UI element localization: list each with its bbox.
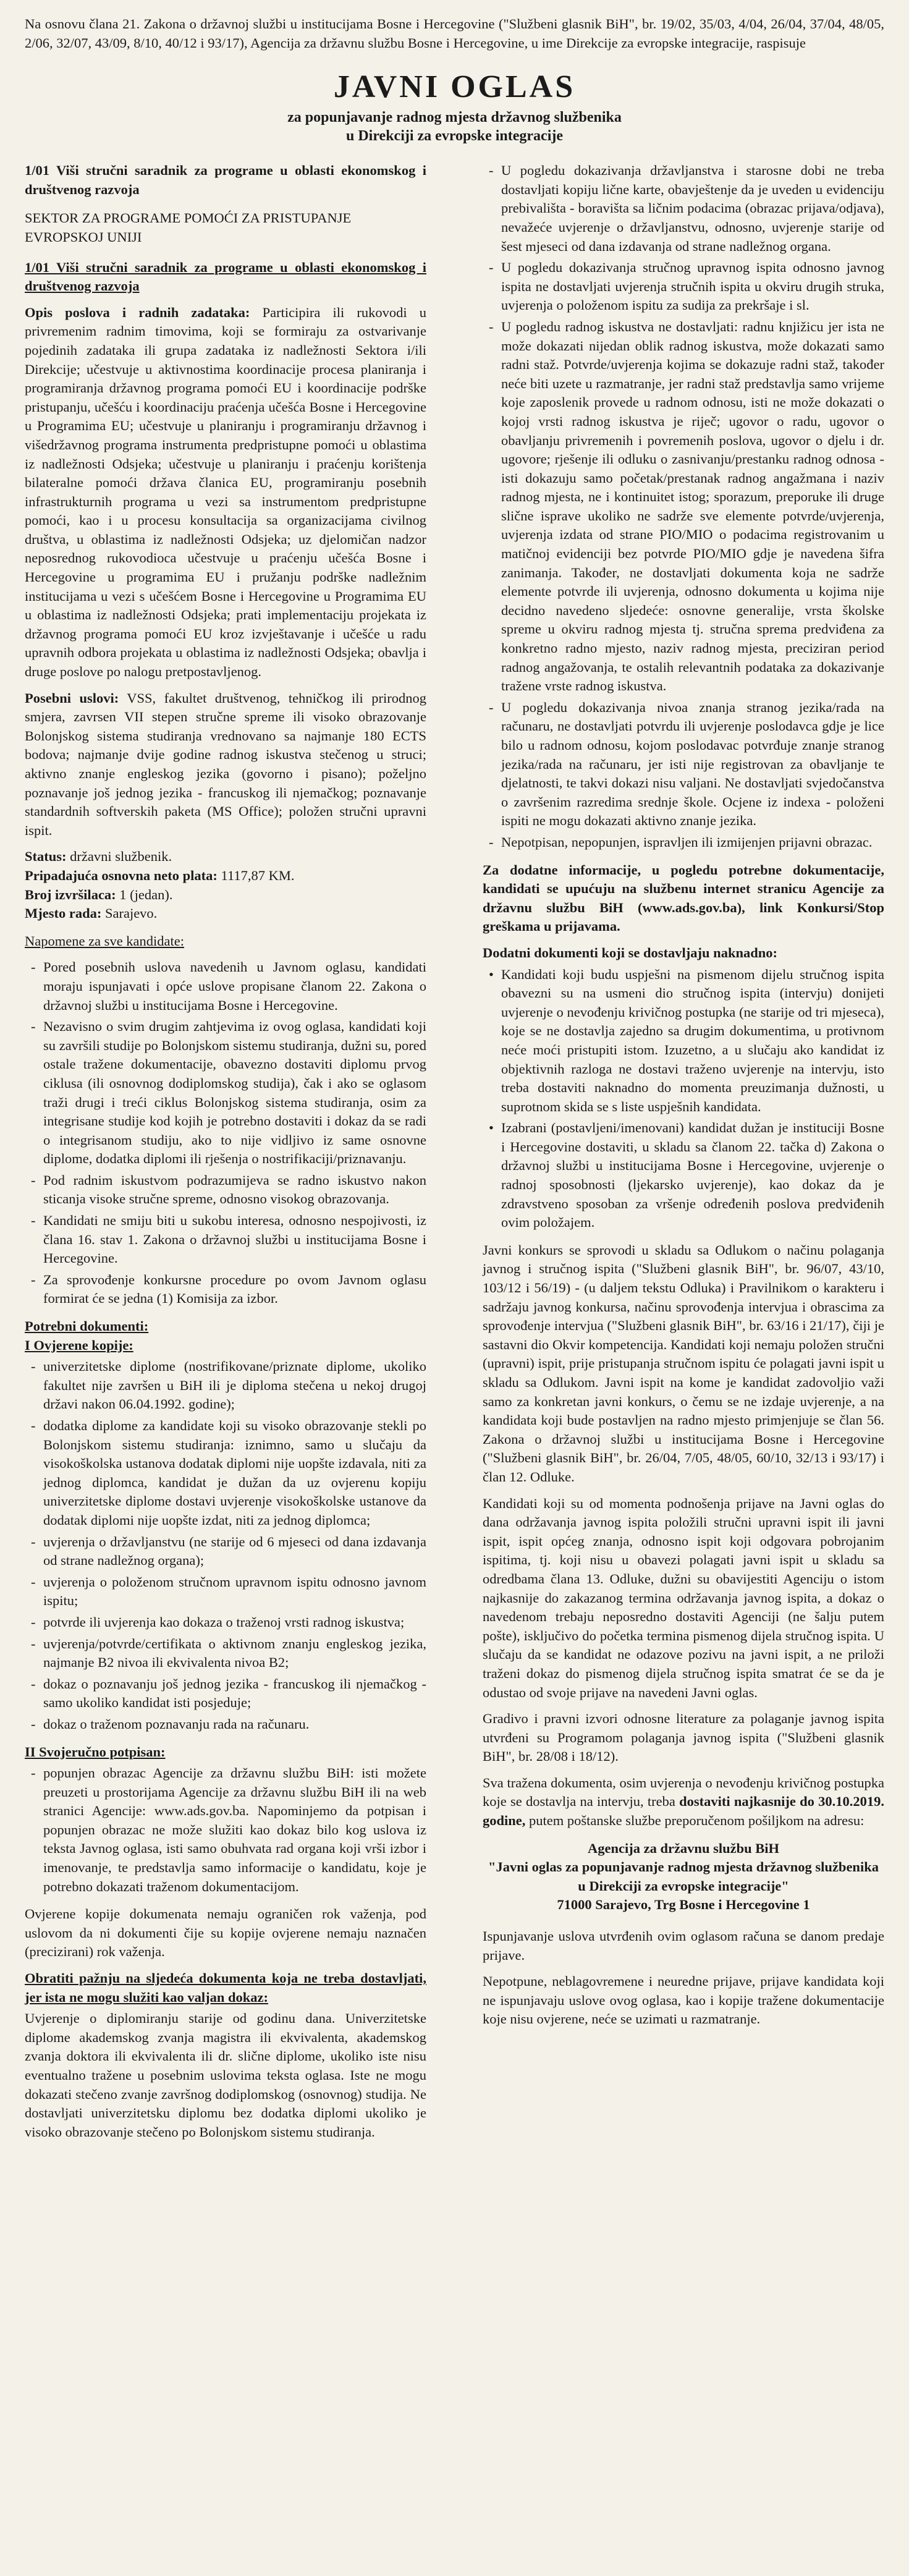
position-heading-repeat: 1/01 Viši stručni saradnik za programe u oblasti ekonomskog i društvenog razvoja bbox=[25, 259, 426, 294]
list-item: - dokaz o traženom poznavanju rada na računaru. bbox=[43, 1715, 426, 1734]
verified-copies-note: Ovjerene kopije dokumenata nemaju ograničen rok važenja, pod uslovom da ni dokumenti čije su kopije ovjerene nemaju naznačen (precizirani) rok važenja. bbox=[25, 1906, 426, 1960]
literature-paragraph: Gradivo i pravni izvori odnosne literature za polaganje javnog ispita utvrđeni su Programom polaganja javnog ispita ("Službeni glasnik BiH", br. 28/08 i 18/12). bbox=[483, 1711, 884, 1765]
salary-line bbox=[25, 866, 426, 886]
list-item: - Za sprovođenje konkursne procedure po ovom Javnom oglasu formirat će se jedna (1) Komisija za izbor. bbox=[43, 1271, 426, 1308]
special-conditions-paragraph bbox=[25, 689, 426, 841]
salary-label: Pripadajuća osnovna neto plata: bbox=[25, 867, 218, 883]
status-value: državni službenik. bbox=[70, 849, 172, 865]
status-label: Status: bbox=[25, 849, 67, 865]
signature-heading: II Svojeručno potpisan: bbox=[25, 1743, 166, 1760]
additional-documents-list bbox=[483, 965, 884, 1232]
deadline-text-a: Sva tražena dokumenta, osim uvjerenja o nevođenju krivičnog postupka koje se dostavlja na intervju, treba bbox=[483, 1774, 884, 1810]
duties-paragraph bbox=[25, 303, 426, 682]
special-conditions-label: Posebni uslovi: bbox=[25, 690, 119, 706]
additional-documents-heading: Dodatni dokumenti koji se dostavljaju naknadno: bbox=[483, 944, 777, 960]
proof-list bbox=[483, 161, 884, 852]
document-title: JAVNI OGLAS bbox=[333, 69, 576, 105]
position-heading: 1/01 Viši stručni saradnik za programe u oblasti ekonomskog i društvenog razvoja bbox=[25, 163, 426, 197]
document-subtitle-line1: za popunjavanje radnog mjesta državnog službenika bbox=[287, 109, 622, 126]
notes-list bbox=[25, 958, 426, 1308]
place-label: Mjesto rada: bbox=[25, 905, 102, 922]
sector-name: SEKTOR ZA PROGRAME POMOĆI ZA PRISTUPANJE EVROPSKOJ UNIJI bbox=[25, 210, 352, 245]
salary-value: 1117,87 KM. bbox=[221, 867, 295, 883]
list-item: - U pogledu dokazivanja nivoa znanja stranog jezika/rada na računaru, ne dostavljati potvrdu ili uvjerenje poslodavca gdje je lice bilo u radnom odnosu, kojom poslodavac potvrđuje znanje stranog jezika/rada na računaru, jer isti nije registrovan za obavljanje te djelatnosti, te takvi dokazi nisu valjani. Ne dostavljati svjedočanstva o završenim razredima srednje škole. Ocjene iz indexa - položeni ispiti ne mogu dokazati aktivno znanje jezika. bbox=[501, 698, 884, 831]
deadline-text-c: putem poštanske službe preporučenom pošiljkom na adresu: bbox=[529, 1813, 865, 1829]
attention-text: Uvjerenje o diplomiranju starije od godinu dana. Univerzitetske diplome akademskog zvanja magistra ili ekvivalenta, akademskog zvanja doktora ili ekvivalenta ili dr. slične diplome, ukoliko iste nisu eventualno tražene u posebnim uslovima teksta oglasa. Iste ne mogu dokazati stečeno zvanje završnog dodiplomskog (osnovnog) studija. Ne dostavljati univerzitetsku diplomu bez dodatka diplomi ukoliko je visoko obrazovanje stečeno po Bolonjskom sistemu studiranja. bbox=[25, 2010, 426, 2140]
list-item: - Pod radnim iskustvom podrazumijeva se radno iskustvo nakon sticanja visoke stručne spreme, odnosno visokog obrazovanja. bbox=[43, 1171, 426, 1209]
status-line bbox=[25, 847, 426, 866]
list-item: - uvjerenja/potvrde/certifikata o aktivnom znanju engleskog jezika, najmanje B2 nivoa ili ekvivalenta nivoa B2; bbox=[43, 1635, 426, 1672]
list-item: - U pogledu dokazivanja stručnog upravnog ispita odnosno javnog ispita ne dostavljati uvjerenja stručnih ispita u okviru drugih struka, uvjerenja o položenom ispitu za sudija za prekršaje i sl. bbox=[501, 258, 884, 315]
document-subtitle-line2: u Direkciji za evropske integracije bbox=[345, 128, 564, 145]
list-item: - Pored posebnih uslova navedenih u Javnom oglasu, kandidati moraju ispunjavati i opće uslove propisane članom 22. Zakona o državnoj službi u institucijama Bosne i Hercegovine. bbox=[43, 958, 426, 1015]
mailing-address bbox=[483, 1839, 884, 1915]
deadline-date: dostaviti najkasnije do 30.10.2019. godine, bbox=[483, 1794, 885, 1829]
list-item: - Nezavisno o svim drugim zahtjevima iz ovog oglasa, kandidati koji su završili studije po Bolonjskom sistemu studiranja, dužni su, pored ostale tražene dokumentacije, obavezno dostaviti diplomu prvog ciklusa (ili osnovnog dodiplomskog studija), čak i ako se oglasom traži drugi i treći ciklus Bolonjskog sistema studiranja, osim za integrisane studije kod kojih je potrebno dostaviti i dokaz da se radi o integrisanom studiju, ako to nije vidljivo iz same osnovne diplome, dodatka diplomi ili rješenja o nostrifikaciji/priznavanju. bbox=[43, 1017, 426, 1169]
signature-list bbox=[25, 1764, 426, 1896]
notes-heading: Napomene za sve kandidate: bbox=[25, 933, 185, 949]
place-line bbox=[25, 904, 426, 923]
list-item: - Kandidati ne smiju biti u sukobu interesa, odnosno nespojivosti, iz člana 16. stav 1. Zakona o državnoj službi u institucijama Bosne i Hercegovine. bbox=[43, 1211, 426, 1268]
exam-paragraph-2: Kandidati koji su od momenta podnošenja prijave na Javni oglas do dana održavanja javnog ispita položili stručni upravni ispit ili javni ispit, ispit općeg znanja, odnosno ispit koji odgovara pobrojanim ispitima, tj. koji nisu u obavezi polagati javni ispit u skladu sa odredbama člana 13. Odluke, dužni su obavijestiti Agenciju o istom najkasnije do zakazanog termina održavanja javnog ispita, a dokaz o navedenom trebaju neposredno dostaviti Agenciji (ne šalju putem pošte), isključivo do početka termina pismenog dijela stručnog ispita. U slučaju da se kandidat ne odazove pozivu na javni ispit, a ne priloži traženi dokaz do pismenog dijela stručnog ispita smatrat će se da je odustao od svoje prijave na navedeni Javni oglas. bbox=[483, 1495, 884, 1700]
exam-paragraph: Javni konkurs se sprovodi u skladu sa Odlukom o načinu polaganja javnog i stručnog ispita ("Službeni glasnik BiH", br. 96/07, 43/10, 103/12 i 56/19) - (u daljem tekstu Odluka) i Pravilnikom o karakteru i sadržaju javnog konkursa, načinu sprovođenja intervjua i obrascima za sprovođenje intervjua ("Službeni glasnik BiH", br. 63/16 i 21/17), čiji je sastavni dio Okvir kompetencija. Kandidati koji nemaju položen stručni (upravni) ispit, prije pristupanja stručnom ispitu će polagati javni ispit u skladu sa Odlukom. Javni ispit na kome je kandidat zadovoljio važi samo za konkretan javni konkurs, o čemu se ne izdaje uvjerenje, a na kandidata koji bude postavljen na radno mjesto primjenjuje se član 56. Zakona o državnoj službi u institucijama Bosne i Hercegovine ("Službeni glasnik BiH", br. 26/04, 7/05, 48/05, 60/10, 32/13 i 93/17) i član 12. Odluke. bbox=[483, 1242, 884, 1485]
duties-label: Opis poslova i radnih zadataka: bbox=[25, 304, 250, 320]
address-line-3: 71000 Sarajevo, Trg Bosne i Hercegovine 1 bbox=[557, 1897, 810, 1913]
count-label: Broj izvršilaca: bbox=[25, 886, 116, 902]
left-column bbox=[25, 161, 426, 2149]
address-line-2: "Javni oglas za popunjavanje radnog mjesta državnog službenika u Direkciji za evropske integracije" bbox=[488, 1859, 879, 1894]
list-item: - potvrde ili uvjerenja kao dokaza o traženoj vrsti radnog iskustva; bbox=[43, 1613, 426, 1632]
two-column-body bbox=[25, 161, 884, 2149]
deadline-paragraph bbox=[483, 1774, 884, 1831]
documents-subheading: I Ovjerene kopije: bbox=[25, 1337, 133, 1353]
special-conditions-text: VSS, fakultet društvenog, tehničkog ili prirodnog smjera, zavrsen VII stepen stručne spreme ili visoko obrazovanje Bolonjskog sistema studiranja vrednovano sa najmanje 180 ECTS bodova; najmanje dvije godine radnog iskustva stečenog u struci; aktivno znanje engleskog jezika (govorno i pisano); poželjno poznavanje još jednog jezika - francuskog ili njemačkog; poznavanje standardnih softverskih paketa (MS Office); položen stručni upravni ispit. bbox=[25, 690, 426, 838]
additional-info-paragraph: Za dodatne informacije, u pogledu potrebne dokumentacije, kandidati se upućuju na službenu internet stranicu Agencije za državnu službu BiH (www.ads.gov.ba), link Konkursi/Stop greškama u prijavama. bbox=[483, 862, 884, 934]
rejection-paragraph: Nepotpune, neblagovremene i neuredne prijave, prijave kandidata koji ne ispunjavaju uslove ovog oglasa, kao i kopije tražene dokumentacije koje nisu ovjerene, neće se uzimati u razmatranje. bbox=[483, 1973, 884, 2027]
list-item: - univerzitetske diplome (nostrifikovane/priznate diplome, ukoliko fakultet nije završen u BiH ili je diploma stečena u nekoj drugoj državi nakon 06.04.1992. godine); bbox=[43, 1357, 426, 1414]
attention-heading: Obratiti pažnju na sljedeća dokumenta koja ne treba dostavljati, jer ista ne mogu služiti kao valjan dokaz: bbox=[25, 1970, 426, 2005]
list-item: - popunjen obrazac Agencije za državnu službu BiH: isti možete preuzeti u prostorijama Agencije za državnu službu BiH ili na web stranici Agencije: www.ads.gov.ba. Napominjemo da potpisan i popunjen obrazac ne može služiti kao dokaz bilo kog uslova iz teksta Javnog oglasa, isti samo obuhvata rad organa koji vrši izbor i imenovanje, te predstavlja samo informacije o kandidatu, koje je potrebno dokazati traženom dokumentacijom. bbox=[43, 1764, 426, 1896]
list-item: - dokaz o poznavanju još jednog jezika - francuskog ili njemačkog - samo ukoliko kandidat isti posjeduje; bbox=[43, 1675, 426, 1713]
address-line-1: Agencija za državnu službu BiH bbox=[587, 1840, 780, 1856]
place-value: Sarajevo. bbox=[104, 905, 158, 922]
fulfilment-paragraph: Ispunjavanje uslova utvrđenih ovim oglasom računa se danom predaje prijave. bbox=[483, 1928, 884, 1963]
list-item: - uvjerenja o položenom stručnom upravnom ispitu odnosno javnom ispitu; bbox=[43, 1573, 426, 1611]
list-item: - U pogledu radnog iskustva ne dostavljati: radnu knjižicu jer ista ne može dokazati nijedan oblik radnog iskustva, može dokazati samo radni staž. Potvrde/uvjerenja kojima se dokazuje radni staž, također neće biti uzete u razmatranje, jer radni staž predstavlja samo vrijeme koje zaposlenik provede u radnom odnosu, isti ne može dokazati o kojoj vrsti radnog iskustva je riječ; ugovor o radu, ugovor o obavljanju privremenih i povremenih poslova, ugovor o djelu i dr. ugovore; rješenje ili odluku o zasnivanju/prestanku radnog odnosa - isti dokazuju samo početak/prestanak radnog angažmana i naziv radnog mjesta, ne i kontinuitet istog; sporazum, preporuke ili druge slične isprave ukoliko ne sadrže sve elemente potvrde/uvjerenja, uvjerenja izdata od strane PIO/MIO o podacima registrovanim u matičnoj evidenciji bez potvrde PIO/MIO gdje je navedena šifra zanimanja. Također, ne dostavljati dokumenta koja ne sadrže elemente potvrde ili uvjerenja, odnosno dokumenta u kojima nije decidno navedeno sljedeće: osnovne generalije, vrsta školske spreme u okviru radnog mjesta tj. stručna sprema predviđena za konkretno radno mjesto, naziv radnog mjesta, preciziran period radnog angažovanja, te ostalih relevantnih podataka za dokazivanje tražene vrste radnog iskustva. bbox=[501, 318, 884, 696]
intro-paragraph: Na osnovu člana 21. Zakona o državnoj službi u institucijama Bosne i Hercegovine ("Službeni glasnik BiH", br. 19/02, 35/03, 4/04, 26/04, 37/04, 48/05, 2/06, 32/07, 43/09, 8/10, 40/12 i 93/17), Agencija za državnu službu Bosne i Hercegovine, u ime Direkcije za evropske integracije, raspisuje bbox=[25, 16, 884, 51]
count-line bbox=[25, 886, 426, 905]
duties-text: Participira ili rukovodi u privremenim radnim timovima, koji se formiraju za ostvarivanje pojedinih zadataka ili grupa zadataka iz nadležnosti Sektora i/ili Direkcije; učestvuje u aktivnostima koordinacije procesa planiranja i programiranja državnog programa pomoći EU i koordinacije podrške pristupanju, učešću i koordinaciju praćenja učešća Bosne i Hercegovine u Programima EU; učestvuje u planiranju i programiranju državnog i višedržavnog programa instrumenta predpristupne pomoći u oblastima iz nadležnosti Odsjeka; učestvuje u planiranju i praćenju korištenja bilateralne pomoći država članica EU, programiranju posebnih infrastrukturnih programa u vezi sa instrumentom predpristupne pomoći, kao i u procesu konsultacija sa organizacijama civilnog društva, u oblastima iz nadležnosti Odsjeka; uz djelomičan nadzor neposrednog rukovodioca učestvuje u praćenju učešća Bosne i Hercegovine u programima EU i pružanju podrške nadležnim institucijama u vezi s učešćem Bosne i Hercegovine u Programima EU u oblastima iz nadležnosti Odsjeka; prati implementaciju projekata iz državnog programa pomoći EU kroz izvještavanje i učešće u radu upravnih odbora projekata u oblastima iz nadležnosti Odsjeka; obavlja i druge poslove po nalogu pretpostavljenog. bbox=[25, 304, 427, 680]
documents-heading: Potrebni dokumenti: bbox=[25, 1318, 149, 1334]
list-item: - Nepotpisan, nepopunjen, ispravljen ili izmijenjen prijavni obrazac. bbox=[501, 833, 884, 852]
documents-list bbox=[25, 1357, 426, 1734]
list-item: - dodatka diplome za kandidate koji su visoko obrazovanje stekli po Bolonjskom sistemu studiranja: iznimno, samo u slučaju da visokoškolska ustanova dodatak diplomi nije uopšte izdavala, niti za jednog diplomca, kandidat je dužan da uz ovjerenu kopiju univerzitetske diplome dostavi uvjerenje visokoškolske ustanove da dodatak diplomi nije uopšte izdat, niti za jednog diplomca; bbox=[43, 1417, 426, 1530]
count-value: 1 (jedan). bbox=[119, 886, 173, 902]
list-item: - uvjerenja o državljanstvu (ne starije od 6 mjeseci od dana izdavanja od strane nadležnog organa); bbox=[43, 1533, 426, 1570]
list-item: • Izabrani (postavljeni/imenovani) kandidat dužan je instituciji Bosne i Hercegovine dostaviti, u skladu sa članom 22. tačka d) Zakona o državnoj službi u institucijama Bosne i Hercegovine, uvjerenje o radnoj sposobnosti (ljekarsko uvjerenje), kao dokaz da je zdravstveno sposoban za vršenje određenih poslova predviđenih ovim položajem. bbox=[501, 1119, 884, 1232]
list-item: - U pogledu dokazivanja državljanstva i starosne dobi ne treba dostavljati kopiju lične karte, obavještenje da je uveden u evidenciju prebivališta - boravišta sa ličnim podacima (obrazac prijava/odjava), nevažeće uvjerenje o državljanstvu, odnosno, uvjerenje starije od šest mjeseci od dana izdavanja od strane nadležnog organa. bbox=[501, 161, 884, 256]
right-column bbox=[483, 161, 884, 2149]
list-item: • Kandidati koji budu uspješni na pismenom dijelu stručnog ispita obavezni su na usmeni dio stručnog ispita (intervju) donijeti uvjerenje o nevođenju krivičnog postupka (ne starije od tri mjeseca), koje se ne dostavlja zajedno sa drugim dokumentima, u protivnom neće moći pristupiti istom. Izuzetno, a u slučaju ako kandidat iz objektivnih razloga ne dostavi traženo uvjerenje na intervju, isto treba dostaviti naknadno do momenta preuzimanja dužnosti, u suprotnom skida se s liste uspješnih kandidata. bbox=[501, 965, 884, 1117]
